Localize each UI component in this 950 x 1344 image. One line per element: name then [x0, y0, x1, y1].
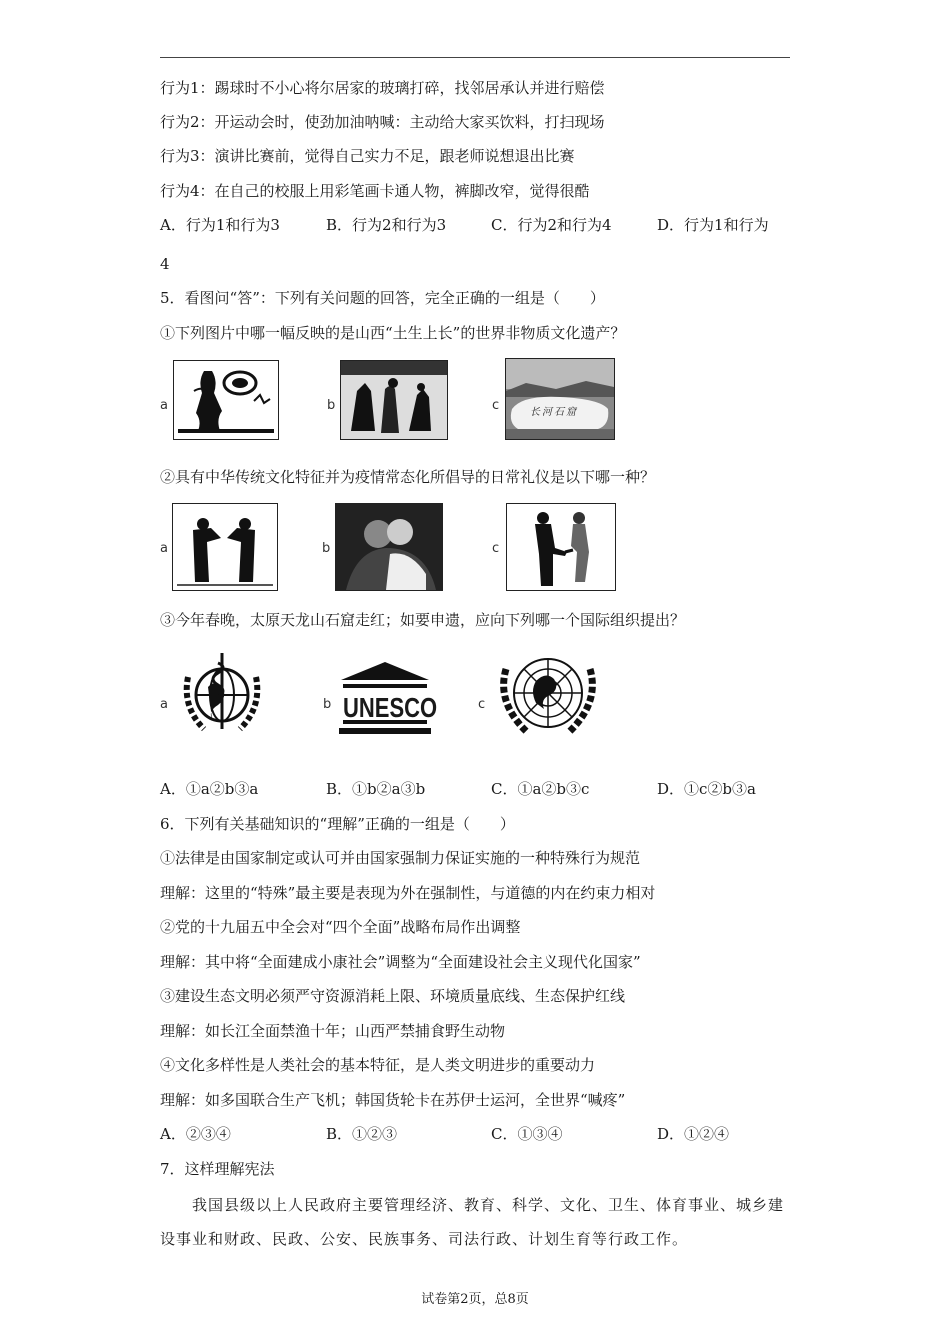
q6-stem: 6．下列有关基础知识的“理解”正确的一组是（ ） [160, 815, 515, 833]
q5-stem: 5．看图问“答”：下列有关问题的回答，完全正确的一组是（ ） [160, 289, 605, 307]
img-label: b [323, 697, 332, 712]
q6-line: ④文化多样性是人类社会的基本特征，是人类文明进步的重要动力 [160, 1056, 596, 1074]
q4-option-d-wrap: 4 [160, 255, 170, 273]
q4-behavior-2: 行为2：开运动会时，使劲加油呐喊：主动给大家买饮料，打扫现场 [160, 113, 605, 131]
stone-monument-image[interactable] [505, 358, 615, 440]
img-label: a [160, 541, 168, 556]
q6-line: ①法律是由国家制定或认可并由国家强制力保证实施的一种特殊行为规范 [160, 849, 641, 867]
q4-behavior-3: 行为3：演讲比赛前，觉得自己实力不足，跟老师说想退出比赛 [160, 147, 575, 165]
q4-option-c[interactable]: C．行为2和行为4 [491, 216, 612, 234]
q7-stem: 7．这样理解宪法 [160, 1160, 275, 1178]
q4-behavior-1: 行为1：踢球时不小心将尔居家的玻璃打碎，找邻居承认并进行赔偿 [160, 79, 605, 97]
img-label: b [322, 541, 331, 556]
who-logo-image[interactable] [174, 647, 270, 743]
q6-option-a[interactable]: A．②③④ [160, 1125, 231, 1143]
q4-option-b[interactable]: B．行为2和行为3 [326, 216, 447, 234]
header-rule [160, 57, 790, 58]
q6-option-b[interactable]: B．①②③ [326, 1125, 398, 1143]
q5-option-a[interactable]: A．①a②b③a [160, 780, 259, 798]
q6-line: 理解：如多国联合生产飞机；韩国货轮卡在苏伊士运河，全世界“喊疼” [160, 1091, 626, 1109]
q4-option-d[interactable]: D．行为1和行为 [657, 216, 769, 234]
q4-option-a[interactable]: A．行为1和行为3 [160, 216, 280, 234]
q5-option-d[interactable]: D．①c②b③a [657, 780, 756, 798]
stone-text: 长河石窟 [530, 407, 578, 418]
img-label: a [160, 398, 168, 413]
q7-paragraph: 我国县级以上人民政府主要管理经济、教育、科学、文化、卫生、体育事业、城乡建设事业和财政、民政、公安、民族事务、司法行政、计划生育等行政工作。 [160, 1196, 785, 1248]
q6-line: ③建设生态文明必须严守资源消耗上限、环境质量底线、生态保护红线 [160, 987, 626, 1005]
q6-line: 理解：其中将“全面建成小康社会”调整为“全面建设社会主义现代化国家” [160, 953, 641, 971]
unesco-text: UNESCO [343, 692, 438, 724]
un-logo-image[interactable] [492, 645, 604, 745]
q6-option-c[interactable]: C．①③④ [491, 1125, 563, 1143]
q5-sub3: ③今年春晚，太原天龙山石窟走红；如要申遗，应向下列哪一个国际组织提出？ [160, 611, 686, 629]
q5-sub1: ①下列图片中哪一幅反映的是山西“土生上长”的世界非物质文化遗产？ [160, 324, 626, 342]
q5-option-c[interactable]: C．①a②b③c [491, 780, 590, 798]
img-label: c [478, 697, 486, 712]
q4-behavior-4: 行为4：在自己的校服上用彩笔画卡通人物，裤脚改窄，觉得很酷 [160, 182, 590, 200]
img-label: c [492, 398, 500, 413]
shadow-puppet-image[interactable] [340, 360, 448, 440]
bowing-image[interactable] [172, 503, 278, 591]
q6-line: 理解：如长江全面禁渔十年；山西严禁捕食野生动物 [160, 1022, 506, 1040]
q6-line: 理解：这里的“特殊”最主要是表现为外在强制性，与道德的内在约束力相对 [160, 884, 656, 902]
q5-sub2: ②具有中华传统文化特征并为疫情常态化所倡导的日常礼仪是以下哪一种？ [160, 468, 656, 486]
handshake-image[interactable] [506, 503, 616, 591]
img-label: b [327, 398, 336, 413]
q6-line: ②党的十九届五中全会对“四个全面”战略布局作出调整 [160, 918, 521, 936]
unesco-logo-image[interactable] [337, 660, 438, 736]
page-footer: 试卷第2页，总8页 [421, 1292, 529, 1307]
img-label: a [160, 697, 168, 712]
hugging-image[interactable] [335, 503, 443, 591]
q5-option-b[interactable]: B．①b②a③b [326, 780, 426, 798]
paper-cut-image[interactable] [173, 360, 279, 440]
img-label: c [492, 541, 500, 556]
q6-option-d[interactable]: D．①②④ [657, 1125, 730, 1143]
